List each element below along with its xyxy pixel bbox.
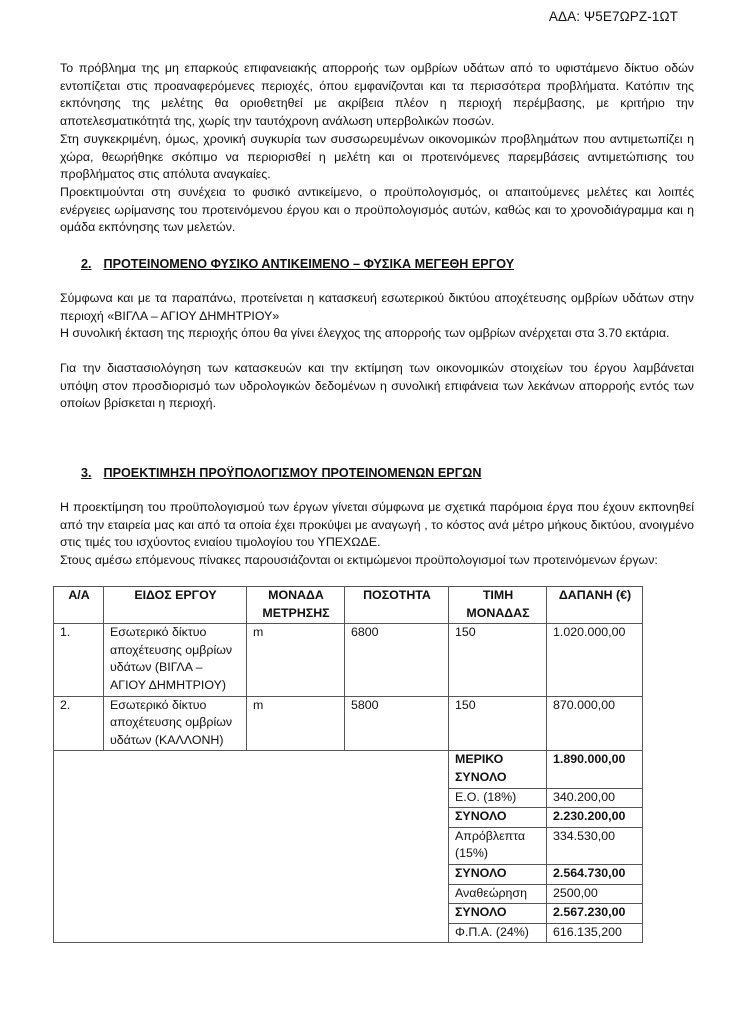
summary-label: Απρόβλεπτα (15%) xyxy=(449,827,547,864)
section-2-number: 2. xyxy=(81,257,92,271)
summary-label: Ε.Ο. (18%) xyxy=(449,788,547,808)
row-description: Εσωτερικό δίκτυο αποχέτευσης ομβρίων υδάτων (ΒΙΓΛΑ – ΑΓΙΟΥ ΔΗΜΗΤΡΙΟΥ) xyxy=(104,624,247,696)
summary-label: ΣΥΝΟΛΟ xyxy=(449,904,547,924)
section-2-title: ΠΡΟΤΕΙΝΟΜΕΝΟ ΦΥΣΙΚΟ ΑΝΤΙΚΕΙΜΕΝΟ – ΦΥΣΙΚΑ ΜΕΓΕΘΗ ΕΡΓΟΥ xyxy=(103,257,515,271)
summary-value: 1.890.000,00 xyxy=(547,751,643,788)
summary-label: ΣΥΝΟΛΟ xyxy=(449,864,547,884)
section-2-paragraph-3: Για την διαστασιολόγηση των κατασκευών και την εκτίμηση των οικονομικών στοιχείων του έργου λαμβάνεται υπόψη στον προσδιορισμό των υδρολογικών δεδομένων η συνολική επιφάνεια των λεκάνων απορροής εντός των οποίων βρίσκεται η περιοχή. xyxy=(60,361,694,411)
intro-paragraph-3: Προεκτιμούνται στη συνέχεια το φυσικό αντικείμενο, ο προϋπολογισμός, οι απαιτούμενες μελέτες και λοιπές ενέργειες ωρίμανσης του προτεινόμενου έργου και ο προϋπολογισμός αυτών, καθώς και το χρονοδιάγραμμα και η ομάδα εκπόνησης των μελετών. xyxy=(60,185,694,235)
summary-value: 2500,00 xyxy=(547,884,643,904)
row-cost: 870.000,00 xyxy=(547,696,643,751)
header-work-type: ΕΙΔΟΣ ΕΡΓΟΥ xyxy=(104,587,247,624)
summary-value: 2.567.230,00 xyxy=(547,904,643,924)
table-row xyxy=(54,624,643,696)
summary-label: Φ.Π.Α. (24%) xyxy=(449,923,547,943)
intro-paragraph-1: Το πρόβλημα της μη επαρκούς επιφανειακής απορροής των ομβρίων υδάτων από το υφιστάμενο δίκτυο οδών εντοπίζεται στις προαναφερόμενες περιοχές, όπου εμφανίζονται και τα περισσότερα προβλήματα. Κατόπιν της εκπόνησης της μελέτης θα οριοθετηθεί με ακρίβεια πλέον η περιοχή περέμβασης, με κριτήριο την αποτελεσματικότητά της, χωρίς την ταυτόχρονη ανάλωση υπερβολικών ποσών. xyxy=(60,61,694,128)
row-aa: 2. xyxy=(54,696,104,751)
row-quantity: 5800 xyxy=(345,696,449,751)
row-description: Εσωτερικό δίκτυο αποχέτευσης ομβρίων υδάτων (ΚΑΛΛΟΝΗ) xyxy=(104,696,247,751)
row-unit: m xyxy=(247,624,345,696)
section-2-paragraph-1: Σύμφωνα και με τα παραπάνω, προτείνεται η κατασκευή εσωτερικού δικτύου αποχέτευσης ομβρίων υδάτων στην περιοχή «ΒΙΓΛΑ – ΑΓΙΟΥ ΔΗΜΗΤΡΙΟΥ» xyxy=(60,291,694,323)
section-3-title: ΠΡΟΕΚΤΙΜΗΣΗ ΠΡΟΫΠΟΛΟΓΙΣΜΟΥ ΠΡΟΤΕΙΝΟΜΕΝΩΝ ΕΡΓΩΝ xyxy=(103,466,482,480)
row-unit-price: 150 xyxy=(449,624,547,696)
intro-paragraph-2: Στη συγκεκριμένη, όμως, χρονική συγκυρία των συσσωρευμένων οικονομικών προβλημάτων που αντιμετωπίζει η χώρα, θεωρήθηκε σκόπιμο να περιορισθεί η μελέτη και οι προτεινόμενες παρεμβάσεις αντιμετώπισης του προβλήματος στις απόλυτα αναγκαίες. xyxy=(60,132,694,182)
summary-label: ΜΕΡΙΚΟ ΣΥΝΟΛΟ xyxy=(449,751,547,788)
summary-label: ΣΥΝΟΛΟ xyxy=(449,808,547,828)
row-quantity: 6800 xyxy=(345,624,449,696)
summary-blank-cell xyxy=(54,751,449,943)
section-3-number: 3. xyxy=(81,466,92,480)
section-3-heading xyxy=(81,466,481,480)
header-unit-price: ΤΙΜΗ ΜΟΝΑΔΑΣ xyxy=(449,587,547,624)
section-2-paragraph-2: Η συνολική έκταση της περιοχής όπου θα γίνει έλεγχος της απορροής των ομβρίων ανέρχεται στα 3.70 εκτάρια. xyxy=(60,326,670,340)
summary-label: Αναθεώρηση xyxy=(449,884,547,904)
header-cost: ΔΑΠΑΝΗ (€) xyxy=(547,587,643,624)
ada-code: ΑΔΑ: Ψ5Ε7ΩΡΖ-1ΩΤ xyxy=(548,9,678,24)
summary-value: 2.564.730,00 xyxy=(547,864,643,884)
header-quantity: ΠΟΣΟΤΗΤΑ xyxy=(345,587,449,624)
summary-row xyxy=(54,751,643,788)
budget-table xyxy=(53,586,643,943)
summary-value: 2.230.200,00 xyxy=(547,808,643,828)
section-3-paragraph-1: Η προεκτίμηση του προϋπολογισμού των έργων γίνεται σύμφωνα με σχετικά παρόμοια έργα που έχουν εκπονηθεί από την εταιρεία μας και από τα οποία έχει προκύψει με αναγωγή , το κόστος ανά μέτρο μήκους δικτύου, ανοιγμένο στις τιμές του ισχύοντος ενιαίου τιμολογίου του ΥΠΕΧΩΔΕ. xyxy=(60,500,694,550)
row-aa: 1. xyxy=(54,624,104,696)
section-2-heading xyxy=(81,257,514,271)
row-unit: m xyxy=(247,696,345,751)
summary-value: 340.200,00 xyxy=(547,788,643,808)
header-aa: Α/Α xyxy=(54,587,104,624)
summary-value: 334.530,00 xyxy=(547,827,643,864)
table-header-row xyxy=(54,587,643,624)
header-unit: ΜΟΝΑΔΑ ΜΕΤΡΗΣΗΣ xyxy=(247,587,345,624)
section-3-paragraph-2: Στους αμέσω επόμενους πίνακες παρουσιάζονται οι εκτιμώμενοι προϋπολογισμοί των προτεινόμενων έργων: xyxy=(60,553,658,567)
table-row xyxy=(54,696,643,751)
row-unit-price: 150 xyxy=(449,696,547,751)
row-cost: 1.020.000,00 xyxy=(547,624,643,696)
summary-value: 616.135,200 xyxy=(547,923,643,943)
